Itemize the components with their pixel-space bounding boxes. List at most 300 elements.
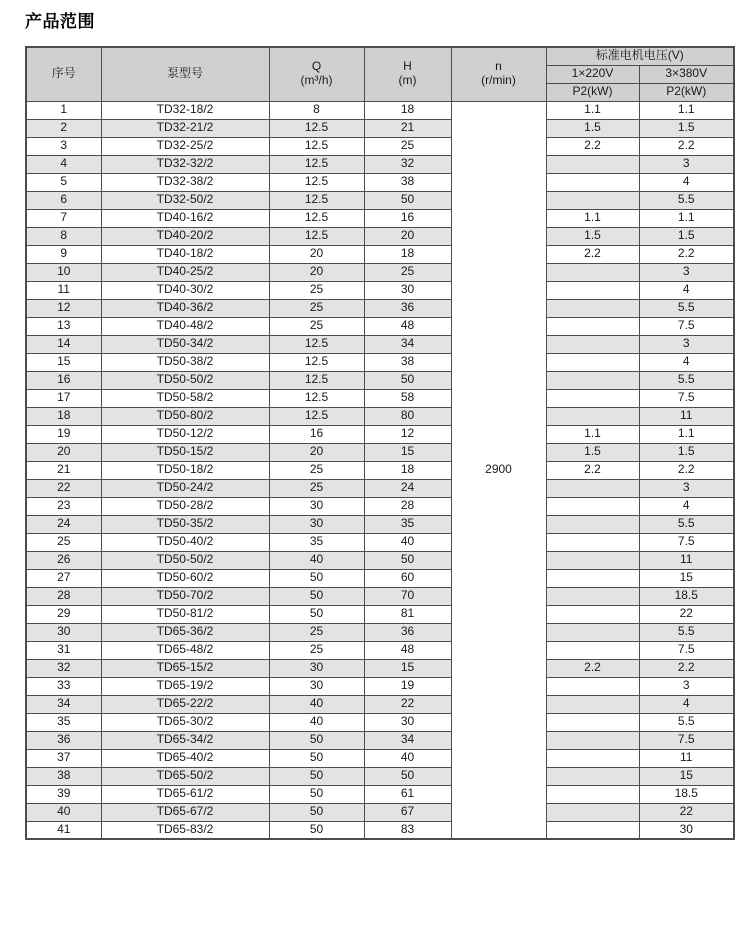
table-row bbox=[26, 461, 734, 479]
cell-q: 20 bbox=[269, 245, 364, 263]
cell-model: TD50-34/2 bbox=[101, 335, 269, 353]
cell-model: TD50-12/2 bbox=[101, 425, 269, 443]
cell-model: TD65-67/2 bbox=[101, 803, 269, 821]
cell-seq: 18 bbox=[26, 407, 101, 425]
cell-model: TD50-60/2 bbox=[101, 569, 269, 587]
table-row bbox=[26, 821, 734, 839]
cell-h: 18 bbox=[364, 245, 451, 263]
cell-q: 12.5 bbox=[269, 137, 364, 155]
cell-p380: 3 bbox=[639, 155, 734, 173]
table-row bbox=[26, 335, 734, 353]
cell-seq: 34 bbox=[26, 695, 101, 713]
cell-p220 bbox=[546, 335, 639, 353]
table-row bbox=[26, 443, 734, 461]
cell-model: TD65-30/2 bbox=[101, 713, 269, 731]
cell-h: 38 bbox=[364, 353, 451, 371]
cell-p220: 2.2 bbox=[546, 245, 639, 263]
cell-p380: 2.2 bbox=[639, 461, 734, 479]
cell-p380: 1.5 bbox=[639, 443, 734, 461]
cell-h: 83 bbox=[364, 821, 451, 839]
cell-h: 40 bbox=[364, 749, 451, 767]
cell-p380: 1.1 bbox=[639, 209, 734, 227]
cell-p220 bbox=[546, 299, 639, 317]
cell-p380: 1.5 bbox=[639, 119, 734, 137]
table-row bbox=[26, 713, 734, 731]
cell-p380: 11 bbox=[639, 749, 734, 767]
cell-q: 25 bbox=[269, 281, 364, 299]
cell-model: TD65-50/2 bbox=[101, 767, 269, 785]
cell-p220 bbox=[546, 785, 639, 803]
cell-h: 40 bbox=[364, 533, 451, 551]
cell-h: 60 bbox=[364, 569, 451, 587]
cell-p380: 15 bbox=[639, 767, 734, 785]
cell-h: 67 bbox=[364, 803, 451, 821]
cell-p220 bbox=[546, 641, 639, 659]
cell-q: 50 bbox=[269, 569, 364, 587]
cell-p380: 7.5 bbox=[639, 731, 734, 749]
cell-p220 bbox=[546, 407, 639, 425]
cell-seq: 17 bbox=[26, 389, 101, 407]
cell-seq: 20 bbox=[26, 443, 101, 461]
cell-h: 21 bbox=[364, 119, 451, 137]
cell-model: TD65-34/2 bbox=[101, 731, 269, 749]
cell-seq: 25 bbox=[26, 533, 101, 551]
cell-seq: 13 bbox=[26, 317, 101, 335]
cell-model: TD65-61/2 bbox=[101, 785, 269, 803]
table-row bbox=[26, 209, 734, 227]
cell-p380: 1.1 bbox=[639, 101, 734, 119]
cell-q: 12.5 bbox=[269, 335, 364, 353]
cell-model: TD65-15/2 bbox=[101, 659, 269, 677]
cell-h: 25 bbox=[364, 137, 451, 155]
cell-p220 bbox=[546, 353, 639, 371]
cell-p380: 3 bbox=[639, 335, 734, 353]
cell-h: 34 bbox=[364, 335, 451, 353]
table-row bbox=[26, 587, 734, 605]
cell-q: 12.5 bbox=[269, 407, 364, 425]
cell-seq: 41 bbox=[26, 821, 101, 839]
cell-model: TD65-40/2 bbox=[101, 749, 269, 767]
cell-p380: 4 bbox=[639, 281, 734, 299]
cell-seq: 35 bbox=[26, 713, 101, 731]
cell-p380: 3 bbox=[639, 677, 734, 695]
cell-p380: 4 bbox=[639, 497, 734, 515]
cell-p220 bbox=[546, 317, 639, 335]
cell-seq: 39 bbox=[26, 785, 101, 803]
cell-seq: 6 bbox=[26, 191, 101, 209]
cell-q: 40 bbox=[269, 713, 364, 731]
cell-h: 12 bbox=[364, 425, 451, 443]
table-row bbox=[26, 803, 734, 821]
cell-model: TD32-50/2 bbox=[101, 191, 269, 209]
table-row bbox=[26, 677, 734, 695]
cell-p380: 5.5 bbox=[639, 299, 734, 317]
cell-model: TD32-38/2 bbox=[101, 173, 269, 191]
cell-h: 81 bbox=[364, 605, 451, 623]
cell-seq: 28 bbox=[26, 587, 101, 605]
cell-model: TD40-48/2 bbox=[101, 317, 269, 335]
cell-p220: 1.5 bbox=[546, 119, 639, 137]
cell-model: TD50-15/2 bbox=[101, 443, 269, 461]
table-row bbox=[26, 137, 734, 155]
cell-h: 38 bbox=[364, 173, 451, 191]
n-value-cell: 2900 bbox=[451, 101, 546, 839]
page-title: 产品范围 bbox=[25, 12, 95, 31]
table-row bbox=[26, 389, 734, 407]
cell-q: 25 bbox=[269, 317, 364, 335]
cell-h: 50 bbox=[364, 191, 451, 209]
cell-q: 30 bbox=[269, 659, 364, 677]
cell-p220: 1.1 bbox=[546, 101, 639, 119]
cell-model: TD50-35/2 bbox=[101, 515, 269, 533]
cell-q: 25 bbox=[269, 461, 364, 479]
cell-q: 12.5 bbox=[269, 227, 364, 245]
cell-h: 58 bbox=[364, 389, 451, 407]
cell-h: 28 bbox=[364, 497, 451, 515]
cell-p380: 7.5 bbox=[639, 317, 734, 335]
cell-p380: 22 bbox=[639, 803, 734, 821]
cell-seq: 30 bbox=[26, 623, 101, 641]
table-row bbox=[26, 695, 734, 713]
cell-h: 70 bbox=[364, 587, 451, 605]
cell-q: 50 bbox=[269, 587, 364, 605]
cell-p380: 1.1 bbox=[639, 425, 734, 443]
header-seq: 序号 bbox=[26, 47, 101, 101]
header-p2-220: P2(kW) bbox=[546, 83, 639, 101]
cell-seq: 38 bbox=[26, 767, 101, 785]
cell-q: 12.5 bbox=[269, 155, 364, 173]
header-h-unit: (m) bbox=[398, 73, 417, 88]
cell-h: 18 bbox=[364, 101, 451, 119]
cell-model: TD65-83/2 bbox=[101, 821, 269, 839]
table-row bbox=[26, 479, 734, 497]
table-row bbox=[26, 245, 734, 263]
table-row bbox=[26, 515, 734, 533]
cell-model: TD40-20/2 bbox=[101, 227, 269, 245]
cell-q: 25 bbox=[269, 479, 364, 497]
cell-q: 40 bbox=[269, 695, 364, 713]
cell-model: TD65-48/2 bbox=[101, 641, 269, 659]
cell-seq: 9 bbox=[26, 245, 101, 263]
cell-model: TD40-16/2 bbox=[101, 209, 269, 227]
table-row bbox=[26, 767, 734, 785]
cell-p220 bbox=[546, 173, 639, 191]
cell-q: 50 bbox=[269, 803, 364, 821]
header-voltage-group: 标准电机电压(V) bbox=[546, 47, 734, 65]
cell-p220: 1.1 bbox=[546, 425, 639, 443]
cell-p380: 18.5 bbox=[639, 587, 734, 605]
table-row bbox=[26, 407, 734, 425]
cell-h: 34 bbox=[364, 731, 451, 749]
table-row bbox=[26, 623, 734, 641]
cell-p220 bbox=[546, 695, 639, 713]
cell-p380: 7.5 bbox=[639, 389, 734, 407]
cell-p220 bbox=[546, 767, 639, 785]
cell-seq: 26 bbox=[26, 551, 101, 569]
cell-q: 12.5 bbox=[269, 209, 364, 227]
table-row bbox=[26, 551, 734, 569]
cell-q: 20 bbox=[269, 443, 364, 461]
cell-model: TD40-36/2 bbox=[101, 299, 269, 317]
cell-p220 bbox=[546, 623, 639, 641]
cell-h: 36 bbox=[364, 623, 451, 641]
cell-q: 12.5 bbox=[269, 173, 364, 191]
cell-q: 16 bbox=[269, 425, 364, 443]
header-q-unit: (m³/h) bbox=[300, 73, 333, 88]
cell-q: 30 bbox=[269, 515, 364, 533]
header-v380: 3×380V bbox=[639, 65, 734, 83]
cell-seq: 23 bbox=[26, 497, 101, 515]
cell-h: 15 bbox=[364, 443, 451, 461]
header-h bbox=[364, 47, 451, 101]
cell-h: 50 bbox=[364, 371, 451, 389]
cell-model: TD50-38/2 bbox=[101, 353, 269, 371]
table-row bbox=[26, 173, 734, 191]
table-row bbox=[26, 641, 734, 659]
table-row bbox=[26, 497, 734, 515]
cell-p380: 4 bbox=[639, 173, 734, 191]
cell-seq: 32 bbox=[26, 659, 101, 677]
cell-h: 61 bbox=[364, 785, 451, 803]
cell-seq: 5 bbox=[26, 173, 101, 191]
cell-seq: 33 bbox=[26, 677, 101, 695]
cell-p380: 2.2 bbox=[639, 245, 734, 263]
cell-p220: 2.2 bbox=[546, 137, 639, 155]
cell-model: TD50-24/2 bbox=[101, 479, 269, 497]
cell-seq: 24 bbox=[26, 515, 101, 533]
cell-p220: 1.5 bbox=[546, 227, 639, 245]
table-body bbox=[26, 101, 734, 839]
header-p2-380: P2(kW) bbox=[639, 83, 734, 101]
header-h-label: H bbox=[403, 59, 412, 74]
cell-p380: 5.5 bbox=[639, 371, 734, 389]
cell-h: 50 bbox=[364, 551, 451, 569]
cell-p220 bbox=[546, 191, 639, 209]
table-row bbox=[26, 191, 734, 209]
cell-model: TD50-50/2 bbox=[101, 371, 269, 389]
cell-seq: 15 bbox=[26, 353, 101, 371]
table-row bbox=[26, 731, 734, 749]
cell-p220 bbox=[546, 497, 639, 515]
cell-model: TD50-58/2 bbox=[101, 389, 269, 407]
table-header bbox=[26, 47, 734, 101]
cell-model: TD65-19/2 bbox=[101, 677, 269, 695]
cell-model: TD50-81/2 bbox=[101, 605, 269, 623]
cell-p380: 2.2 bbox=[639, 659, 734, 677]
cell-seq: 3 bbox=[26, 137, 101, 155]
cell-q: 40 bbox=[269, 551, 364, 569]
cell-h: 18 bbox=[364, 461, 451, 479]
table-row bbox=[26, 425, 734, 443]
cell-seq: 1 bbox=[26, 101, 101, 119]
cell-seq: 40 bbox=[26, 803, 101, 821]
cell-q: 20 bbox=[269, 263, 364, 281]
cell-h: 25 bbox=[364, 263, 451, 281]
cell-q: 8 bbox=[269, 101, 364, 119]
cell-seq: 10 bbox=[26, 263, 101, 281]
cell-p380: 5.5 bbox=[639, 515, 734, 533]
cell-h: 48 bbox=[364, 641, 451, 659]
cell-p380: 22 bbox=[639, 605, 734, 623]
cell-seq: 4 bbox=[26, 155, 101, 173]
header-q-label: Q bbox=[311, 59, 322, 74]
cell-p220 bbox=[546, 569, 639, 587]
cell-q: 12.5 bbox=[269, 119, 364, 137]
cell-h: 16 bbox=[364, 209, 451, 227]
cell-p380: 4 bbox=[639, 695, 734, 713]
cell-q: 12.5 bbox=[269, 191, 364, 209]
table-row bbox=[26, 227, 734, 245]
cell-model: TD50-50/2 bbox=[101, 551, 269, 569]
cell-q: 25 bbox=[269, 623, 364, 641]
cell-model: TD50-40/2 bbox=[101, 533, 269, 551]
cell-h: 36 bbox=[364, 299, 451, 317]
cell-model: TD65-36/2 bbox=[101, 623, 269, 641]
cell-p220 bbox=[546, 605, 639, 623]
cell-seq: 19 bbox=[26, 425, 101, 443]
table-row bbox=[26, 533, 734, 551]
cell-q: 30 bbox=[269, 497, 364, 515]
cell-q: 25 bbox=[269, 641, 364, 659]
cell-h: 22 bbox=[364, 695, 451, 713]
cell-p380: 7.5 bbox=[639, 641, 734, 659]
table-row bbox=[26, 371, 734, 389]
cell-q: 50 bbox=[269, 749, 364, 767]
cell-h: 20 bbox=[364, 227, 451, 245]
cell-seq: 22 bbox=[26, 479, 101, 497]
cell-p220 bbox=[546, 263, 639, 281]
cell-p380: 3 bbox=[639, 479, 734, 497]
table-row bbox=[26, 569, 734, 587]
header-q bbox=[269, 47, 364, 101]
cell-p380: 30 bbox=[639, 821, 734, 839]
cell-h: 32 bbox=[364, 155, 451, 173]
header-row-1 bbox=[26, 47, 734, 65]
cell-p380: 15 bbox=[639, 569, 734, 587]
cell-p220 bbox=[546, 281, 639, 299]
cell-model: TD32-25/2 bbox=[101, 137, 269, 155]
table-row bbox=[26, 749, 734, 767]
cell-p380: 2.2 bbox=[639, 137, 734, 155]
cell-p220 bbox=[546, 587, 639, 605]
cell-h: 50 bbox=[364, 767, 451, 785]
cell-p220 bbox=[546, 677, 639, 695]
cell-p220: 1.1 bbox=[546, 209, 639, 227]
cell-p380: 5.5 bbox=[639, 191, 734, 209]
cell-q: 12.5 bbox=[269, 353, 364, 371]
cell-seq: 27 bbox=[26, 569, 101, 587]
cell-p220 bbox=[546, 821, 639, 839]
cell-p380: 11 bbox=[639, 407, 734, 425]
cell-h: 30 bbox=[364, 713, 451, 731]
cell-model: TD32-21/2 bbox=[101, 119, 269, 137]
cell-model: TD32-32/2 bbox=[101, 155, 269, 173]
cell-p220 bbox=[546, 749, 639, 767]
cell-model: TD32-18/2 bbox=[101, 101, 269, 119]
cell-h: 19 bbox=[364, 677, 451, 695]
table-row bbox=[26, 281, 734, 299]
cell-h: 80 bbox=[364, 407, 451, 425]
table-row bbox=[26, 119, 734, 137]
cell-seq: 31 bbox=[26, 641, 101, 659]
cell-h: 30 bbox=[364, 281, 451, 299]
cell-seq: 7 bbox=[26, 209, 101, 227]
cell-seq: 12 bbox=[26, 299, 101, 317]
cell-model: TD40-18/2 bbox=[101, 245, 269, 263]
table-row bbox=[26, 155, 734, 173]
header-v220: 1×220V bbox=[546, 65, 639, 83]
cell-p380: 18.5 bbox=[639, 785, 734, 803]
cell-q: 50 bbox=[269, 821, 364, 839]
table-row bbox=[26, 605, 734, 623]
cell-q: 50 bbox=[269, 785, 364, 803]
cell-p220 bbox=[546, 389, 639, 407]
cell-p220 bbox=[546, 533, 639, 551]
table-row bbox=[26, 317, 734, 335]
table-row bbox=[26, 353, 734, 371]
cell-h: 24 bbox=[364, 479, 451, 497]
cell-model: TD50-18/2 bbox=[101, 461, 269, 479]
cell-seq: 37 bbox=[26, 749, 101, 767]
cell-p220 bbox=[546, 515, 639, 533]
cell-q: 12.5 bbox=[269, 389, 364, 407]
cell-seq: 11 bbox=[26, 281, 101, 299]
header-n-unit: (r/min) bbox=[481, 73, 516, 88]
cell-p220: 2.2 bbox=[546, 461, 639, 479]
cell-seq: 29 bbox=[26, 605, 101, 623]
cell-p380: 7.5 bbox=[639, 533, 734, 551]
cell-p220 bbox=[546, 551, 639, 569]
cell-q: 50 bbox=[269, 731, 364, 749]
cell-p220: 2.2 bbox=[546, 659, 639, 677]
cell-p380: 4 bbox=[639, 353, 734, 371]
table-row bbox=[26, 263, 734, 281]
cell-seq: 8 bbox=[26, 227, 101, 245]
cell-h: 35 bbox=[364, 515, 451, 533]
cell-p220 bbox=[546, 479, 639, 497]
cell-p380: 3 bbox=[639, 263, 734, 281]
cell-model: TD50-80/2 bbox=[101, 407, 269, 425]
cell-p380: 11 bbox=[639, 551, 734, 569]
cell-q: 35 bbox=[269, 533, 364, 551]
cell-q: 50 bbox=[269, 767, 364, 785]
cell-q: 30 bbox=[269, 677, 364, 695]
cell-h: 15 bbox=[364, 659, 451, 677]
header-n bbox=[451, 47, 546, 101]
cell-p220 bbox=[546, 713, 639, 731]
cell-h: 48 bbox=[364, 317, 451, 335]
table-row bbox=[26, 101, 734, 119]
cell-seq: 21 bbox=[26, 461, 101, 479]
cell-q: 25 bbox=[269, 299, 364, 317]
table-row bbox=[26, 299, 734, 317]
cell-p380: 5.5 bbox=[639, 623, 734, 641]
cell-p220 bbox=[546, 155, 639, 173]
cell-seq: 16 bbox=[26, 371, 101, 389]
cell-p220 bbox=[546, 803, 639, 821]
cell-p220: 1.5 bbox=[546, 443, 639, 461]
header-model: 泵型号 bbox=[101, 47, 269, 101]
cell-p220 bbox=[546, 731, 639, 749]
header-n-label: n bbox=[495, 59, 502, 74]
cell-model: TD65-22/2 bbox=[101, 695, 269, 713]
cell-model: TD40-25/2 bbox=[101, 263, 269, 281]
cell-p380: 5.5 bbox=[639, 713, 734, 731]
product-table bbox=[25, 46, 735, 840]
cell-seq: 36 bbox=[26, 731, 101, 749]
cell-seq: 2 bbox=[26, 119, 101, 137]
table-row bbox=[26, 659, 734, 677]
